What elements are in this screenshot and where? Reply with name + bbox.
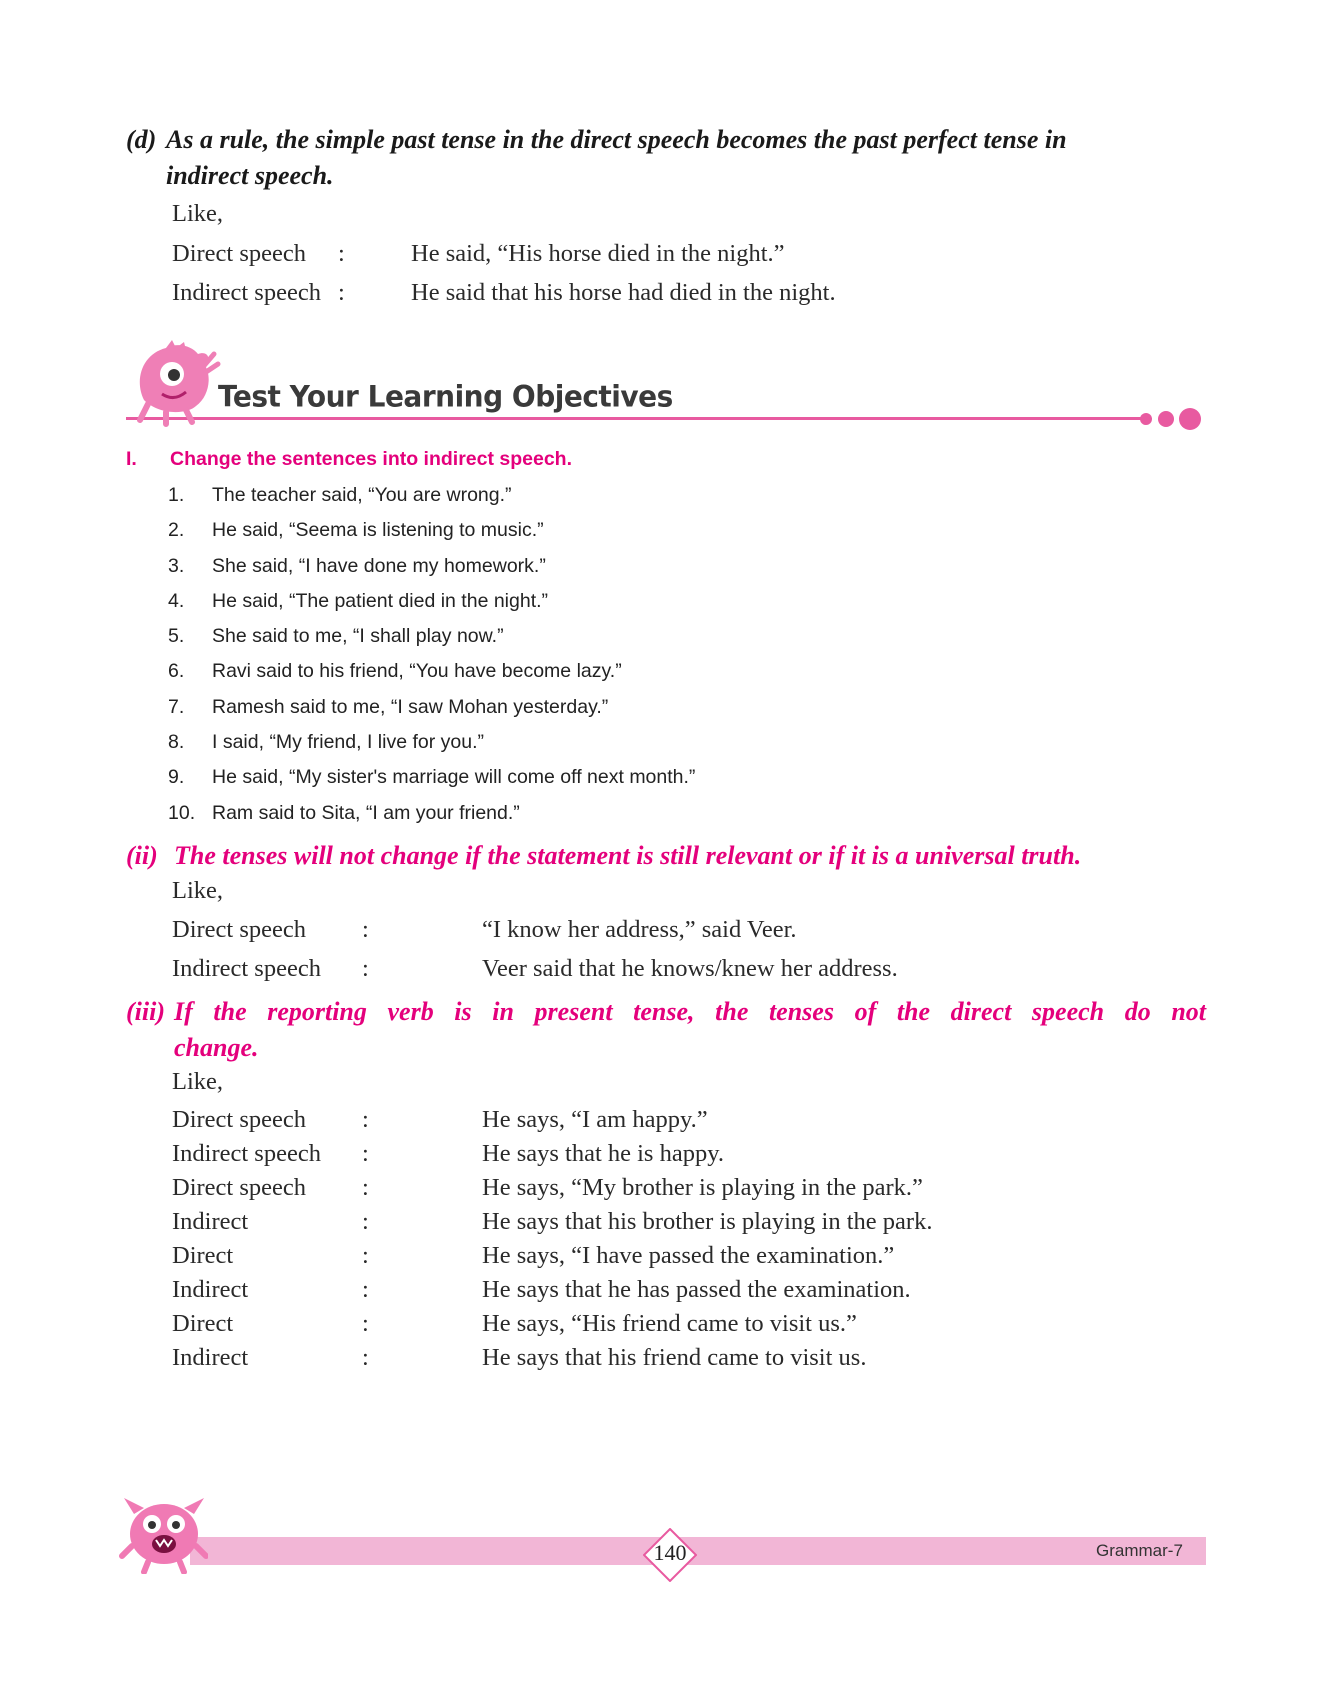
list-item (168, 690, 695, 725)
example-colon: : (338, 240, 345, 267)
exercise-number: I. (126, 448, 137, 470)
rule-d-line2: indirect speech. (166, 161, 334, 190)
item-number: 6. (168, 660, 185, 683)
item-number: 10. (168, 801, 196, 824)
list-item (168, 760, 695, 795)
item-text: He said, “Seema is listening to music.” (212, 519, 544, 542)
example-colon: : (362, 1140, 369, 1167)
example-sentence: “I know her address,” said Veer. (482, 916, 797, 943)
exercise-instruction: Change the sentences into indirect speech. (170, 448, 573, 470)
like-label: Like, (172, 1068, 224, 1095)
rule-iii-label: (iii) (126, 997, 165, 1026)
item-number: 5. (168, 625, 185, 648)
like-label: Like, (172, 877, 224, 904)
example-term: Direct speech (172, 1106, 306, 1133)
exercise-heading (126, 448, 572, 471)
list-item (168, 654, 695, 689)
example-sentence: He said, “His horse died in the night.” (411, 240, 785, 267)
rule-iii-line1: If the reporting verb is in present tense, the tenses of the direct speech do not (174, 997, 1206, 1026)
rule-ii-text: The tenses will not change if the statement is still relevant or if it is a universal truth. (174, 841, 1082, 870)
item-number: 9. (168, 766, 185, 789)
example-sentence: He says, “His friend came to visit us.” (482, 1310, 857, 1337)
footer-band (190, 1537, 1206, 1565)
item-text: He said, “My sister's marriage will come off next month.” (212, 766, 696, 789)
rule-d-label: (d) (126, 125, 157, 154)
list-item (168, 513, 695, 548)
list-item (168, 549, 695, 584)
example-sentence: He says that his friend came to visit us. (482, 1344, 867, 1371)
example-sentence: He says, “My brother is playing in the park.” (482, 1174, 923, 1201)
example-colon: : (338, 279, 345, 306)
rule-d-line1: As a rule, the simple past tense in the direct speech becomes the past perfect tense in (166, 125, 1067, 154)
item-text: Ramesh said to me, “I saw Mohan yesterday.” (212, 695, 609, 718)
list-item (168, 584, 695, 619)
item-number: 3. (168, 554, 185, 577)
list-item (168, 725, 695, 760)
example-term: Direct speech (172, 1174, 306, 1201)
example-colon: : (362, 1208, 369, 1235)
example-colon: : (362, 1106, 369, 1133)
section-title: Test Your Learning Objectives (218, 379, 673, 414)
example-sentence: He says that he is happy. (482, 1140, 724, 1167)
example-sentence: He says that his brother is playing in the park. (482, 1208, 933, 1235)
rule-iii (126, 994, 1206, 1066)
item-text: I said, “My friend, I live for you.” (212, 731, 485, 754)
example-term: Indirect speech (172, 279, 321, 306)
footer-mascot-icon (118, 1484, 208, 1574)
item-number: 1. (168, 484, 185, 506)
example-sentence: Veer said that he knows/knew her address. (482, 955, 898, 982)
example-colon: : (362, 916, 369, 943)
example-term: Indirect (172, 1344, 249, 1371)
decor-dot (1140, 413, 1152, 425)
example-term: Direct (172, 1242, 234, 1269)
item-text: He said, “The patient died in the night.” (212, 589, 549, 612)
list-item (168, 478, 695, 513)
example-term: Indirect (172, 1276, 249, 1303)
example-term: Direct speech (172, 240, 306, 267)
example-term: Indirect speech (172, 1140, 321, 1167)
mascot-icon (140, 340, 218, 424)
section-underline (126, 417, 1142, 420)
exercise-list (168, 478, 695, 831)
book-title: Grammar-7 (1096, 1541, 1183, 1560)
item-text: Ravi said to his friend, “You have become lazy.” (212, 660, 622, 683)
item-text: She said to me, “I shall play now.” (212, 625, 504, 648)
example-colon: : (362, 1310, 369, 1337)
rule-d (126, 122, 1206, 194)
example-sentence: He says, “I am happy.” (482, 1106, 708, 1133)
example-sentence: He said that his horse had died in the night. (411, 279, 836, 306)
example-term: Indirect (172, 1208, 249, 1235)
rule-iii-line2: change. (174, 1033, 259, 1062)
list-item (168, 619, 695, 654)
item-text: She said, “I have done my homework.” (212, 554, 546, 577)
example-term: Direct (172, 1310, 234, 1337)
example-colon: : (362, 955, 369, 982)
page-number: 140 (653, 1540, 687, 1565)
item-number: 2. (168, 519, 185, 542)
item-text: The teacher said, “You are wrong.” (212, 484, 512, 506)
example-term: Indirect speech (172, 955, 321, 982)
item-number: 4. (168, 589, 185, 612)
example-colon: : (362, 1242, 369, 1269)
example-colon: : (362, 1344, 369, 1371)
item-text: Ram said to Sita, “I am your friend.” (212, 801, 520, 824)
example-term: Direct speech (172, 916, 306, 943)
list-item (168, 796, 695, 831)
example-colon: : (362, 1276, 369, 1303)
item-number: 8. (168, 731, 185, 754)
rule-ii (126, 838, 1081, 874)
like-label: Like, (172, 200, 224, 227)
item-number: 7. (168, 695, 185, 718)
rule-ii-label: (ii) (126, 841, 158, 870)
example-sentence: He says that he has passed the examination. (482, 1276, 911, 1303)
decor-dot (1158, 411, 1174, 427)
example-colon: : (362, 1174, 369, 1201)
decor-dot (1179, 408, 1201, 430)
example-sentence: He says, “I have passed the examination.” (482, 1242, 895, 1269)
